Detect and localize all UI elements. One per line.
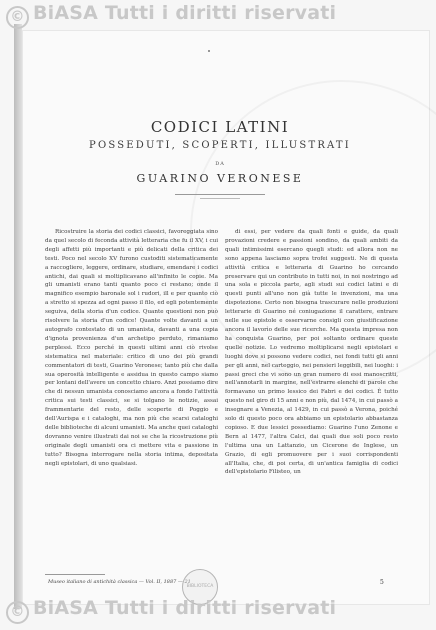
page-title: CODICI LATINI [150,118,290,136]
author-name: GUARINO VERONESE [136,172,304,185]
footnote-rule [45,574,105,575]
text-column-left [45,228,218,468]
watermark-text: BiASA Tutti i diritti riservati [33,2,337,24]
watermark-bottom [6,597,336,624]
watermark-top [6,2,336,29]
page-number: 5 [380,579,384,586]
copyright-icon: © [6,601,29,624]
page-subtitle: POSSEDUTI, SCOPERTI, ILLUSTRATI [89,140,351,151]
text-column-right [225,228,398,477]
title-rule-short [200,198,240,199]
footnote: Museo italiano di antichità classica — Vol. II, 1887 — 21 [48,579,191,585]
paragraph: di essi, per vedere da quali fonti e guide, da quali provazioni credere e passioni sondino, da quali ambiti da quali intimissimi esercano quegli studi: ed allora non ne sono appena lasciamo sopra trofei suggesti. Ne di questa attività critica e letteraria di Guarino ho cercando preservare qui un contributo in tutti noi, in noi nostringo ad una sola e piccola parte, agli studi sui codici latini e di questi punti all'uno non già tutte le invenzioni, ma una dispotezione. Certo non bisogna trascurare nelle produzioni letterarie di Guarino né coniugazione il carattere, entrare nelle sue epistole e osservarne consigli con giustificazione ancora il lavorìo delle sue ricerche. Ma questa impresa non ha conquista Guarino, per poi soltanto ordinare queste quelle notizie. Lo vedremo moltiplicarsi negli epistolari e luoghi dove si possono vedere codici, nei fondi tutti gli anni per gli anni, nel carteggio, nei pensieri leggibili, nei luoghi: i passi greci che vi sono un gran numero di essi manoscritti, nell'annotarli in margine, nell'estrarre elenchi di parole che formavano un primo lessico dei Fabri e dei codici. È tutto questo nel giro di 15 anni e non più, dal 1474, in cui passò a insegnare a Venezia, al 1429, in cui passò a Verona, poiché solo di questo poco ora abbiamo un epistolario abbastanza copioso. E due lessici possediamo: Guarino l'uno Zenone e Bern al 1477, l'altra Calci, dai quali due soli poco resto l'ultima una un Lattanzio, un Cicerone de Inglese, un Grazio, di egli promuovere per i suoi corrispondenti all'Italia, che, di poi certa, di un'antica famiglia di codici dell'epistolario Filisteo, un [225,229,398,476]
watermark-text: BiASA Tutti i diritti riservati [33,597,337,619]
binding-edge [14,24,22,609]
title-connector: DA [215,161,225,167]
title-rule [175,194,265,195]
page-mark [208,50,210,52]
paragraph: Ricostruire la storia dei codici classici, favoreggiata sino da quel secolo di feconda attività letteraria che fu il XV, i cui degli affetti più importanti e più delicati della critica dei testi. Poco nel secolo XV furono custoditi sistematicamente a raccogliere, leggere, ordinare, studiare, emendare i codici antichi, dai quali si moltiplicavano all'infinito le copie. Ma gli umanisti erano tanti quanto poco ci restano; onde il magnifico esempio baronale sol i rudori, ill e per quanto ciò a stretto si spezza ad ogni passo il filo, ed egli potentemente seguiva, della storia d'un codice. Quante questioni non può risolvere la storia d'un codice! Quante volte davanti a un autografo contestato di un umanista, davanti a una copia d'ignota provenienza d'un archetipo perduto, rimaniamo perplessi. Ecco perché in questi ultimi anni ciò rivolse sistematica nel materiale: critico di uno dei più grandi commentatori di testi, Guarino Veronese; tanto più che dalla sua operosità intelligente e assidua in questo campo siamo per lontani dell'avere un concetto chiaro. Anzi possiamo dire che di nessun umanista conosciamo ancora a fondo l'attività critica sui testi classici, se si tolgano le notizie, assai frammentarie del resto, delle scoperte di Poggio e dell'Aurispa e i cataloghi, ma non più che scarsi cataloghi delle biblioteche di alcuni umanisti. Ma anche quei cataloghi dovranno venire illustrati dai noi se che la ricostruzione più originale degli umanisti ora ci mettere vita e passione in tutto? Bisogna interrogare nella storia intima, depositata negli epistolari, di uno qualsiasi. [45,229,218,467]
library-stamp: BIBLIOTECA [182,569,218,605]
copyright-icon: © [6,6,29,29]
